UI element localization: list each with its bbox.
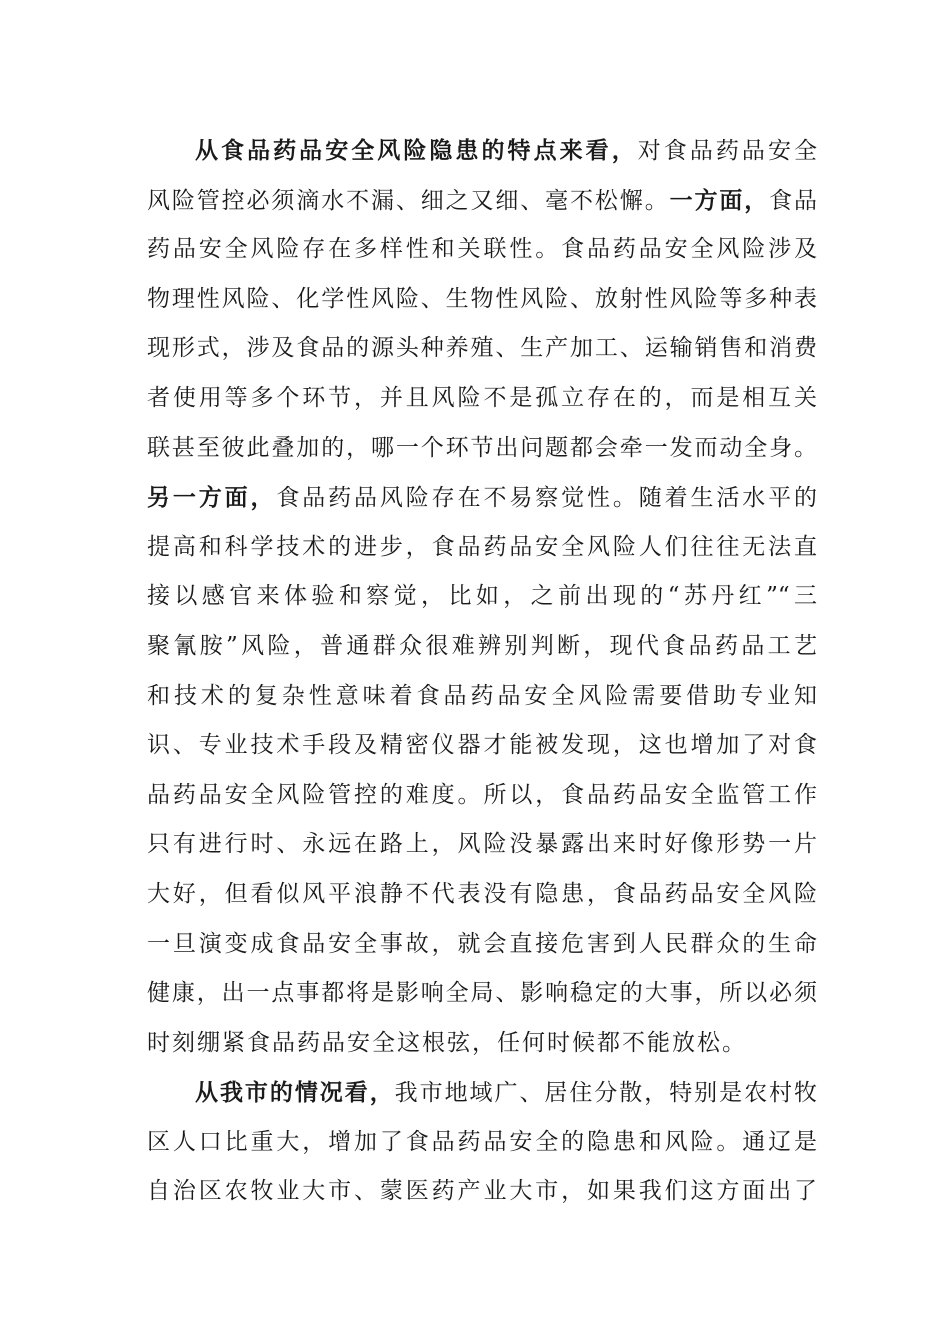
- paragraph-1-line-19: 时刻绷紧食品药品安全这根弦，任何时候都不能放松。: [147, 1029, 747, 1056]
- section-lead-city-situation: 从我市的情况看，: [195, 1079, 395, 1107]
- lead-on-one-hand: 一方面，: [669, 186, 770, 214]
- paragraph-2-line-3: 自治区农牧业大市、蒙医药产业大市，如果我们这方面出了: [147, 1178, 817, 1205]
- paragraph-1-line-1: [147, 126, 817, 176]
- paragraph-1-line-12: 和技术的复杂性意味着食品药品安全风险需要借助专业知: [147, 682, 817, 709]
- paragraph-1-line-2: [147, 176, 817, 226]
- paragraph-1-line-17: 一旦演变成食品安全事故，就会直接危害到人民群众的生命: [147, 930, 817, 957]
- line-text: 食品药品风险存在不易察觉性。随着生活水平的: [276, 485, 818, 512]
- paragraph-1-line-14: 品药品安全风险管控的难度。所以，食品药品安全监管工作: [147, 781, 817, 808]
- section-lead-risk-characteristics: 从食品药品安全风险隐患的特点来看，: [195, 137, 638, 164]
- line-text: 我市地域广、居住分散，特别是农村牧: [394, 1080, 818, 1107]
- paragraph-1-line-16: 大好，但看似风平浪静不代表没有隐患，食品药品安全风险: [147, 880, 817, 907]
- paragraph-1-line-8: [147, 473, 817, 523]
- paragraph-1-line-6: 者使用等多个环节，并且风险不是孤立存在的，而是相互关: [147, 384, 817, 411]
- document-body: [147, 126, 817, 1217]
- line-text: 对食品药品安全: [637, 138, 818, 164]
- paragraph-1-line-5: 现形式，涉及食品的源头种养殖、生产加工、运输销售和消费: [147, 335, 817, 362]
- lead-on-the-other-hand: 另一方面，: [147, 484, 277, 512]
- paragraph-2-line-2: 区人口比重大，增加了食品药品安全的隐患和风险。通辽是: [147, 1128, 817, 1155]
- paragraph-1-line-10: 接以感官来体验和察觉，比如，之前出现的“苏丹红”“三: [147, 583, 817, 610]
- paragraph-1-line-9: 提高和科学技术的进步，食品药品安全风险人们往往无法直: [147, 533, 817, 560]
- line-text: 风险管控必须滴水不漏、细之又细、毫不松懈。: [147, 187, 670, 214]
- paragraph-1-line-13: 识、专业技术手段及精密仪器才能被发现，这也增加了对食: [147, 732, 817, 759]
- paragraph-2-line-1: [147, 1068, 817, 1118]
- paragraph-1-line-4: 物理性风险、化学性风险、生物性风险、放射性风险等多种表: [147, 285, 817, 312]
- paragraph-1-line-3: 药品安全风险存在多样性和关联性。食品药品安全风险涉及: [147, 236, 817, 263]
- paragraph-1-line-11: 聚氰胺”风险，普通群众很难辨别判断，现代食品药品工艺: [147, 632, 817, 659]
- paragraph-1-line-18: 健康，出一点事都将是影响全局、影响稳定的大事，所以必须: [147, 980, 817, 1007]
- line-text: 食品: [769, 187, 818, 214]
- paragraph-1-line-7: 联甚至彼此叠加的，哪一个环节出问题都会牵一发而动全身。: [147, 434, 817, 461]
- paragraph-1-line-15: 只有进行时、永远在路上，风险没暴露出来时好像形势一片: [147, 831, 817, 858]
